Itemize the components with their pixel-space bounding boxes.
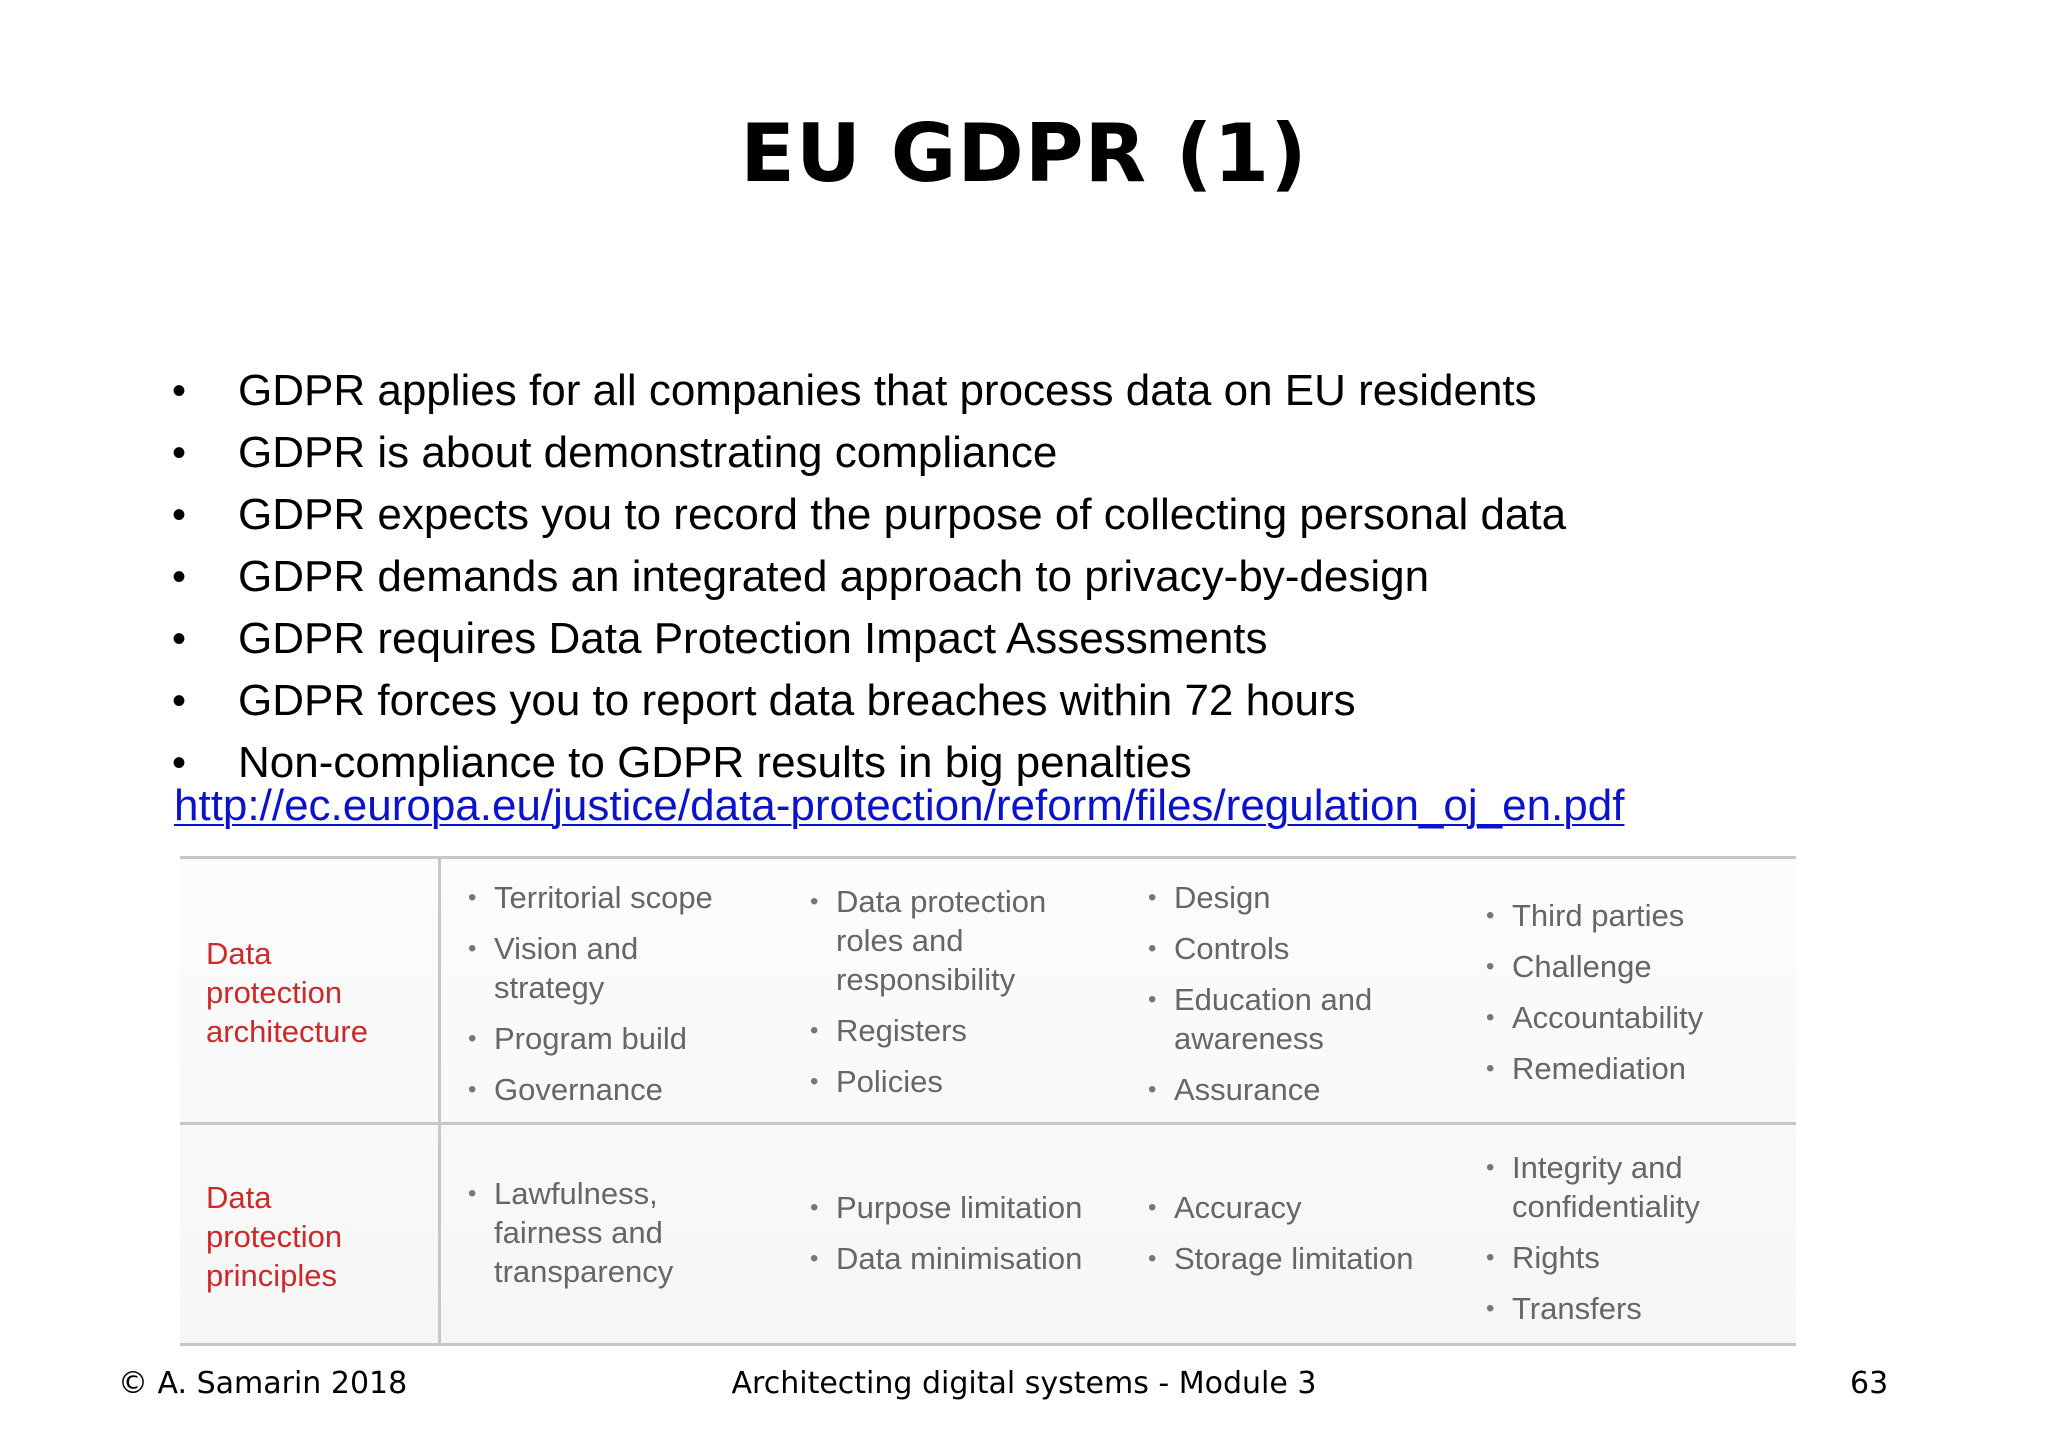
slide-title: EU GDPR (1) (740, 107, 1308, 200)
bullet-text: GDPR expects you to record the purpose of collecting personal data (238, 490, 1567, 539)
table-bottom-border (180, 1343, 1796, 1346)
table-cell (1148, 878, 1468, 1121)
bullet-item (168, 422, 1928, 484)
bullet-text: GDPR demands an integrated approach to privacy-by-design (238, 552, 1430, 601)
table-cell (468, 1174, 768, 1303)
table-top-border (180, 856, 1796, 859)
gdpr-framework-table (180, 856, 1796, 1346)
table-row-divider (180, 1122, 1796, 1125)
cell-item: • Data protection roles and responsibility (810, 882, 1130, 999)
bullet-text: GDPR forces you to report data breaches within 72 hours (238, 676, 1356, 725)
cell-item: • Rights (1486, 1238, 1786, 1277)
cell-item: • Registers (810, 1011, 1130, 1050)
bullet-text: Non-compliance to GDPR results in big penalties (238, 738, 1192, 787)
table-cell (1148, 1188, 1468, 1290)
cell-item: • Data minimisation (810, 1239, 1130, 1278)
cell-item: • Third parties (1486, 896, 1786, 935)
bullet-text: GDPR requires Data Protection Impact Assessments (238, 614, 1268, 663)
cell-item: • Transfers (1486, 1289, 1786, 1328)
bullet-item (168, 484, 1928, 546)
bullet-dot-icon: • (172, 617, 187, 661)
cell-item: • Vision and strategy (468, 929, 768, 1007)
cell-item: • Assurance (1148, 1070, 1468, 1109)
cell-item: • Integrity and confidentiality (1486, 1148, 1786, 1226)
cell-item: • Controls (1148, 929, 1468, 968)
bullet-dot-icon: • (172, 493, 187, 537)
bullet-dot-icon: • (172, 369, 187, 413)
cell-item: • Education and awareness (1148, 980, 1468, 1058)
cell-item: • Accuracy (1148, 1188, 1468, 1227)
cell-item: • Remediation (1486, 1049, 1786, 1088)
table-cell (810, 1188, 1130, 1290)
regulation-link[interactable]: http://ec.europa.eu/justice/data-protection/reform/files/regulation_oj_en.pdf (174, 781, 1625, 830)
bullet-list (168, 360, 1928, 794)
bullet-item (168, 670, 1928, 732)
cell-item: • Lawfulness, fairness and transparency (468, 1174, 768, 1291)
table-cell (810, 882, 1130, 1113)
bullet-dot-icon: • (172, 679, 187, 723)
bullet-item (168, 360, 1928, 422)
cell-item: • Program build (468, 1019, 768, 1058)
cell-item: • Design (1148, 878, 1468, 917)
table-cell (1486, 1148, 1786, 1340)
cell-item: • Territorial scope (468, 878, 768, 917)
cell-item: • Storage limitation (1148, 1239, 1468, 1278)
row-label-architecture: Data protection architecture (206, 936, 368, 1049)
footer-copyright: © A. Samarin 2018 (118, 1366, 408, 1401)
table-cell (1486, 896, 1786, 1100)
cell-item: • Governance (468, 1070, 768, 1109)
footer-course-title: Architecting digital systems - Module 3 (731, 1366, 1317, 1401)
bullet-text: GDPR applies for all companies that process data on EU residents (238, 366, 1537, 415)
bullet-item (168, 608, 1928, 670)
footer-page-number: 63 (1850, 1366, 1889, 1401)
cell-item: • Accountability (1486, 998, 1786, 1037)
bullet-dot-icon: • (172, 431, 187, 475)
cell-item: • Policies (810, 1062, 1130, 1101)
bullet-dot-icon: • (172, 555, 187, 599)
bullet-dot-icon: • (172, 741, 187, 785)
bullet-text: GDPR is about demonstrating compliance (238, 428, 1058, 477)
table-column-divider (438, 856, 441, 1346)
bullet-item (168, 546, 1928, 608)
row-label-principles: Data protection principles (206, 1180, 343, 1293)
table-cell (468, 878, 768, 1121)
cell-item: • Challenge (1486, 947, 1786, 986)
cell-item: • Purpose limitation (810, 1188, 1130, 1227)
